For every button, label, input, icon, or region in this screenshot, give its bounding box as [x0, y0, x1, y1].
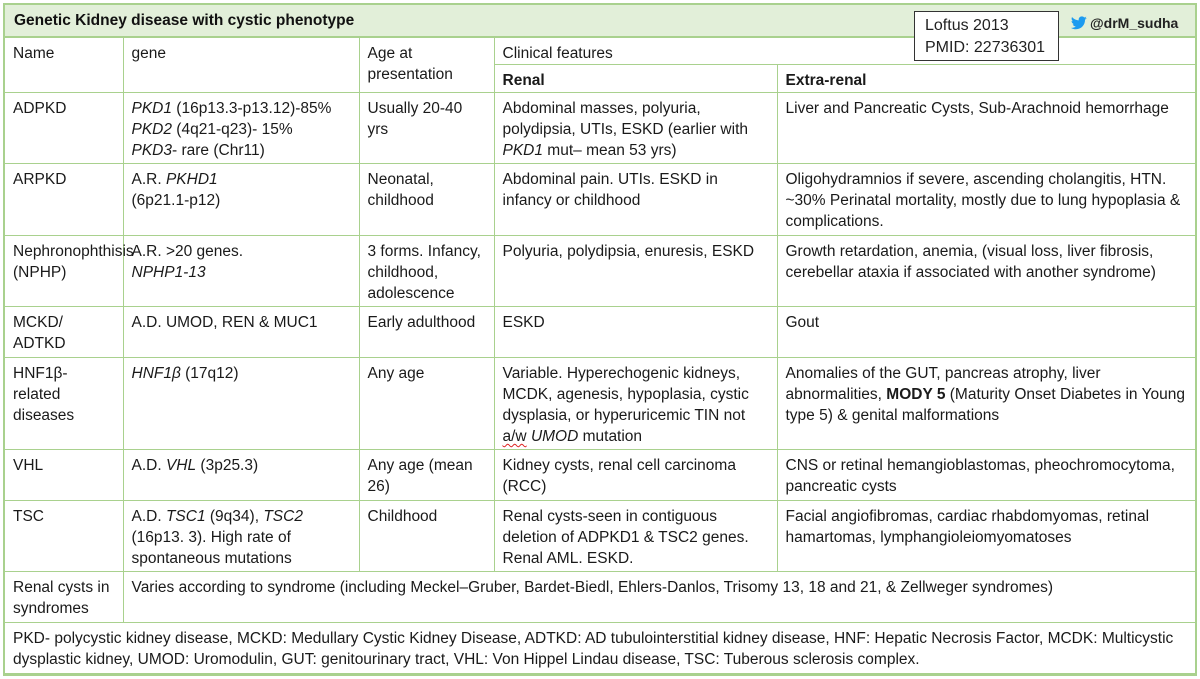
- header-age: Age at presentation: [359, 38, 494, 93]
- row-renal: Abdominal masses, polyuria, polydipsia, UTIs, ESKD (earlier with PKD1 mut– mean 53 yrs): [494, 93, 777, 164]
- row-renal: Variable. Hyperechogenic kidneys, MCDK, agenesis, hypoplasia, cystic dysplasia, or hyperuricemic TIN not a/w UMOD mutation: [494, 358, 777, 450]
- row-gene: A.D. UMOD, REN & MUC1: [123, 307, 359, 358]
- row-extra-renal: Anomalies of the GUT, pancreas atrophy, liver abnormalities, MODY 5 (Maturity Onset Diabetes in Young type 5) & genital malformations: [777, 358, 1195, 450]
- gene-line: PKD3- rare (Chr11): [131, 142, 265, 159]
- header-name: Name: [5, 38, 123, 93]
- table-row: [5, 450, 1195, 501]
- row-name: HNF1β-related diseases: [5, 358, 123, 450]
- row-age: Any age: [359, 358, 494, 450]
- row-name: MCKD/ ADTKD: [5, 307, 123, 358]
- row-extra-renal: Gout: [777, 307, 1195, 358]
- row-age: 3 forms. Infancy, childhood, adolescence: [359, 236, 494, 307]
- row-span-text: Varies according to syndrome (including Meckel–Gruber, Bardet-Biedl, Ehlers-Danlos, Trisomy 13, 18 and 21, & Zellweger syndromes): [123, 572, 1195, 623]
- reference-box: [914, 11, 1059, 61]
- gene-line: PKD2 (4q21-q23)- 15%: [131, 121, 293, 138]
- table-row: [5, 572, 1195, 623]
- row-extra-renal: CNS or retinal hemangioblastomas, pheochromocytoma, pancreatic cysts: [777, 450, 1195, 501]
- twitter-handle: @drM_sudha: [1090, 15, 1179, 31]
- row-gene: A.R. PKHD1 (6p21.1-p12): [123, 164, 359, 236]
- row-gene: [123, 93, 359, 164]
- row-extra-renal: Growth retardation, anemia, (visual loss, liver fibrosis, cerebellar ataxia if associated with another syndrome): [777, 236, 1195, 307]
- gene-line: PKD1 (16p13.3-p13.12)-85%: [131, 100, 332, 117]
- row-extra-renal: Facial angiofibromas, cardiac rhabdomyomas, retinal hamartomas, lymphangioleiomyomatoses: [777, 501, 1195, 572]
- row-gene: A.R. >20 genes. NPHP1-13: [123, 236, 359, 307]
- page-title: Genetic Kidney disease with cystic phenotype: [14, 12, 355, 29]
- row-age: Neonatal, childhood: [359, 164, 494, 236]
- row-name: ADPKD: [5, 93, 123, 164]
- abbreviations: PKD- polycystic kidney disease, MCKD: Medullary Cystic Kidney Disease, ADTKD: AD tubulointerstitial kidney disease, HNF: Hepatic Necrosis Factor, MCDK: Multicystic dysplastic kidney, UMOD: Uromodulin, GUT: genitourinary tract, VHL: Von Hippel Lindau disease, TSC: Tuberous sclerosis complex.: [5, 623, 1195, 674]
- table-row: [5, 164, 1195, 236]
- table-row: [5, 236, 1195, 307]
- header-extra-renal: Extra-renal: [777, 65, 1195, 93]
- row-name: ARPKD: [5, 164, 123, 236]
- reference-author: Loftus 2013: [925, 17, 1009, 34]
- row-renal: Renal cysts-seen in contiguous deletion of ADPKD1 & TSC2 genes. Renal AML. ESKD.: [494, 501, 777, 572]
- disease-table: [5, 38, 1195, 674]
- row-extra-renal: Oligohydramnios if severe, ascending cholangitis, HTN. ~30% Perinatal mortality, mostly due to lung hypoplasia & complications.: [777, 164, 1195, 236]
- row-name: TSC: [5, 501, 123, 572]
- row-renal: ESKD: [494, 307, 777, 358]
- header-clinical-features: Clinical features: [494, 38, 1195, 65]
- row-gene: A.D. TSC1 (9q34), TSC2 (16p13. 3). High rate of spontaneous mutations: [123, 501, 359, 572]
- row-gene: HNF1β (17q12): [123, 358, 359, 450]
- header-renal: Renal: [494, 65, 777, 93]
- row-age: Early adulthood: [359, 307, 494, 358]
- row-name: VHL: [5, 450, 123, 501]
- table-row: [5, 307, 1195, 358]
- abbreviations-row: [5, 623, 1195, 674]
- row-name: Nephronophthisis (NPHP): [5, 236, 123, 307]
- row-age: Childhood: [359, 501, 494, 572]
- row-renal: Abdominal pain. UTIs. ESKD in infancy or childhood: [494, 164, 777, 236]
- table-row: [5, 501, 1195, 572]
- table-row: [5, 358, 1195, 450]
- table-row: [5, 93, 1195, 164]
- row-age: Any age (mean 26): [359, 450, 494, 501]
- twitter-credit: [1071, 15, 1178, 31]
- row-extra-renal: Liver and Pancreatic Cysts, Sub-Arachnoid hemorrhage: [777, 93, 1195, 164]
- row-renal: Polyuria, polydipsia, enuresis, ESKD: [494, 236, 777, 307]
- row-renal: Kidney cysts, renal cell carcinoma (RCC): [494, 450, 777, 501]
- row-name: Renal cysts in syndromes: [5, 572, 123, 623]
- table-frame: [3, 3, 1197, 676]
- row-age: Usually 20-40 yrs: [359, 93, 494, 164]
- reference-pmid: PMID: 22736301: [925, 39, 1046, 56]
- twitter-bird-icon: [1071, 16, 1087, 30]
- row-gene: A.D. VHL (3p25.3): [123, 450, 359, 501]
- header-gene: gene: [123, 38, 359, 93]
